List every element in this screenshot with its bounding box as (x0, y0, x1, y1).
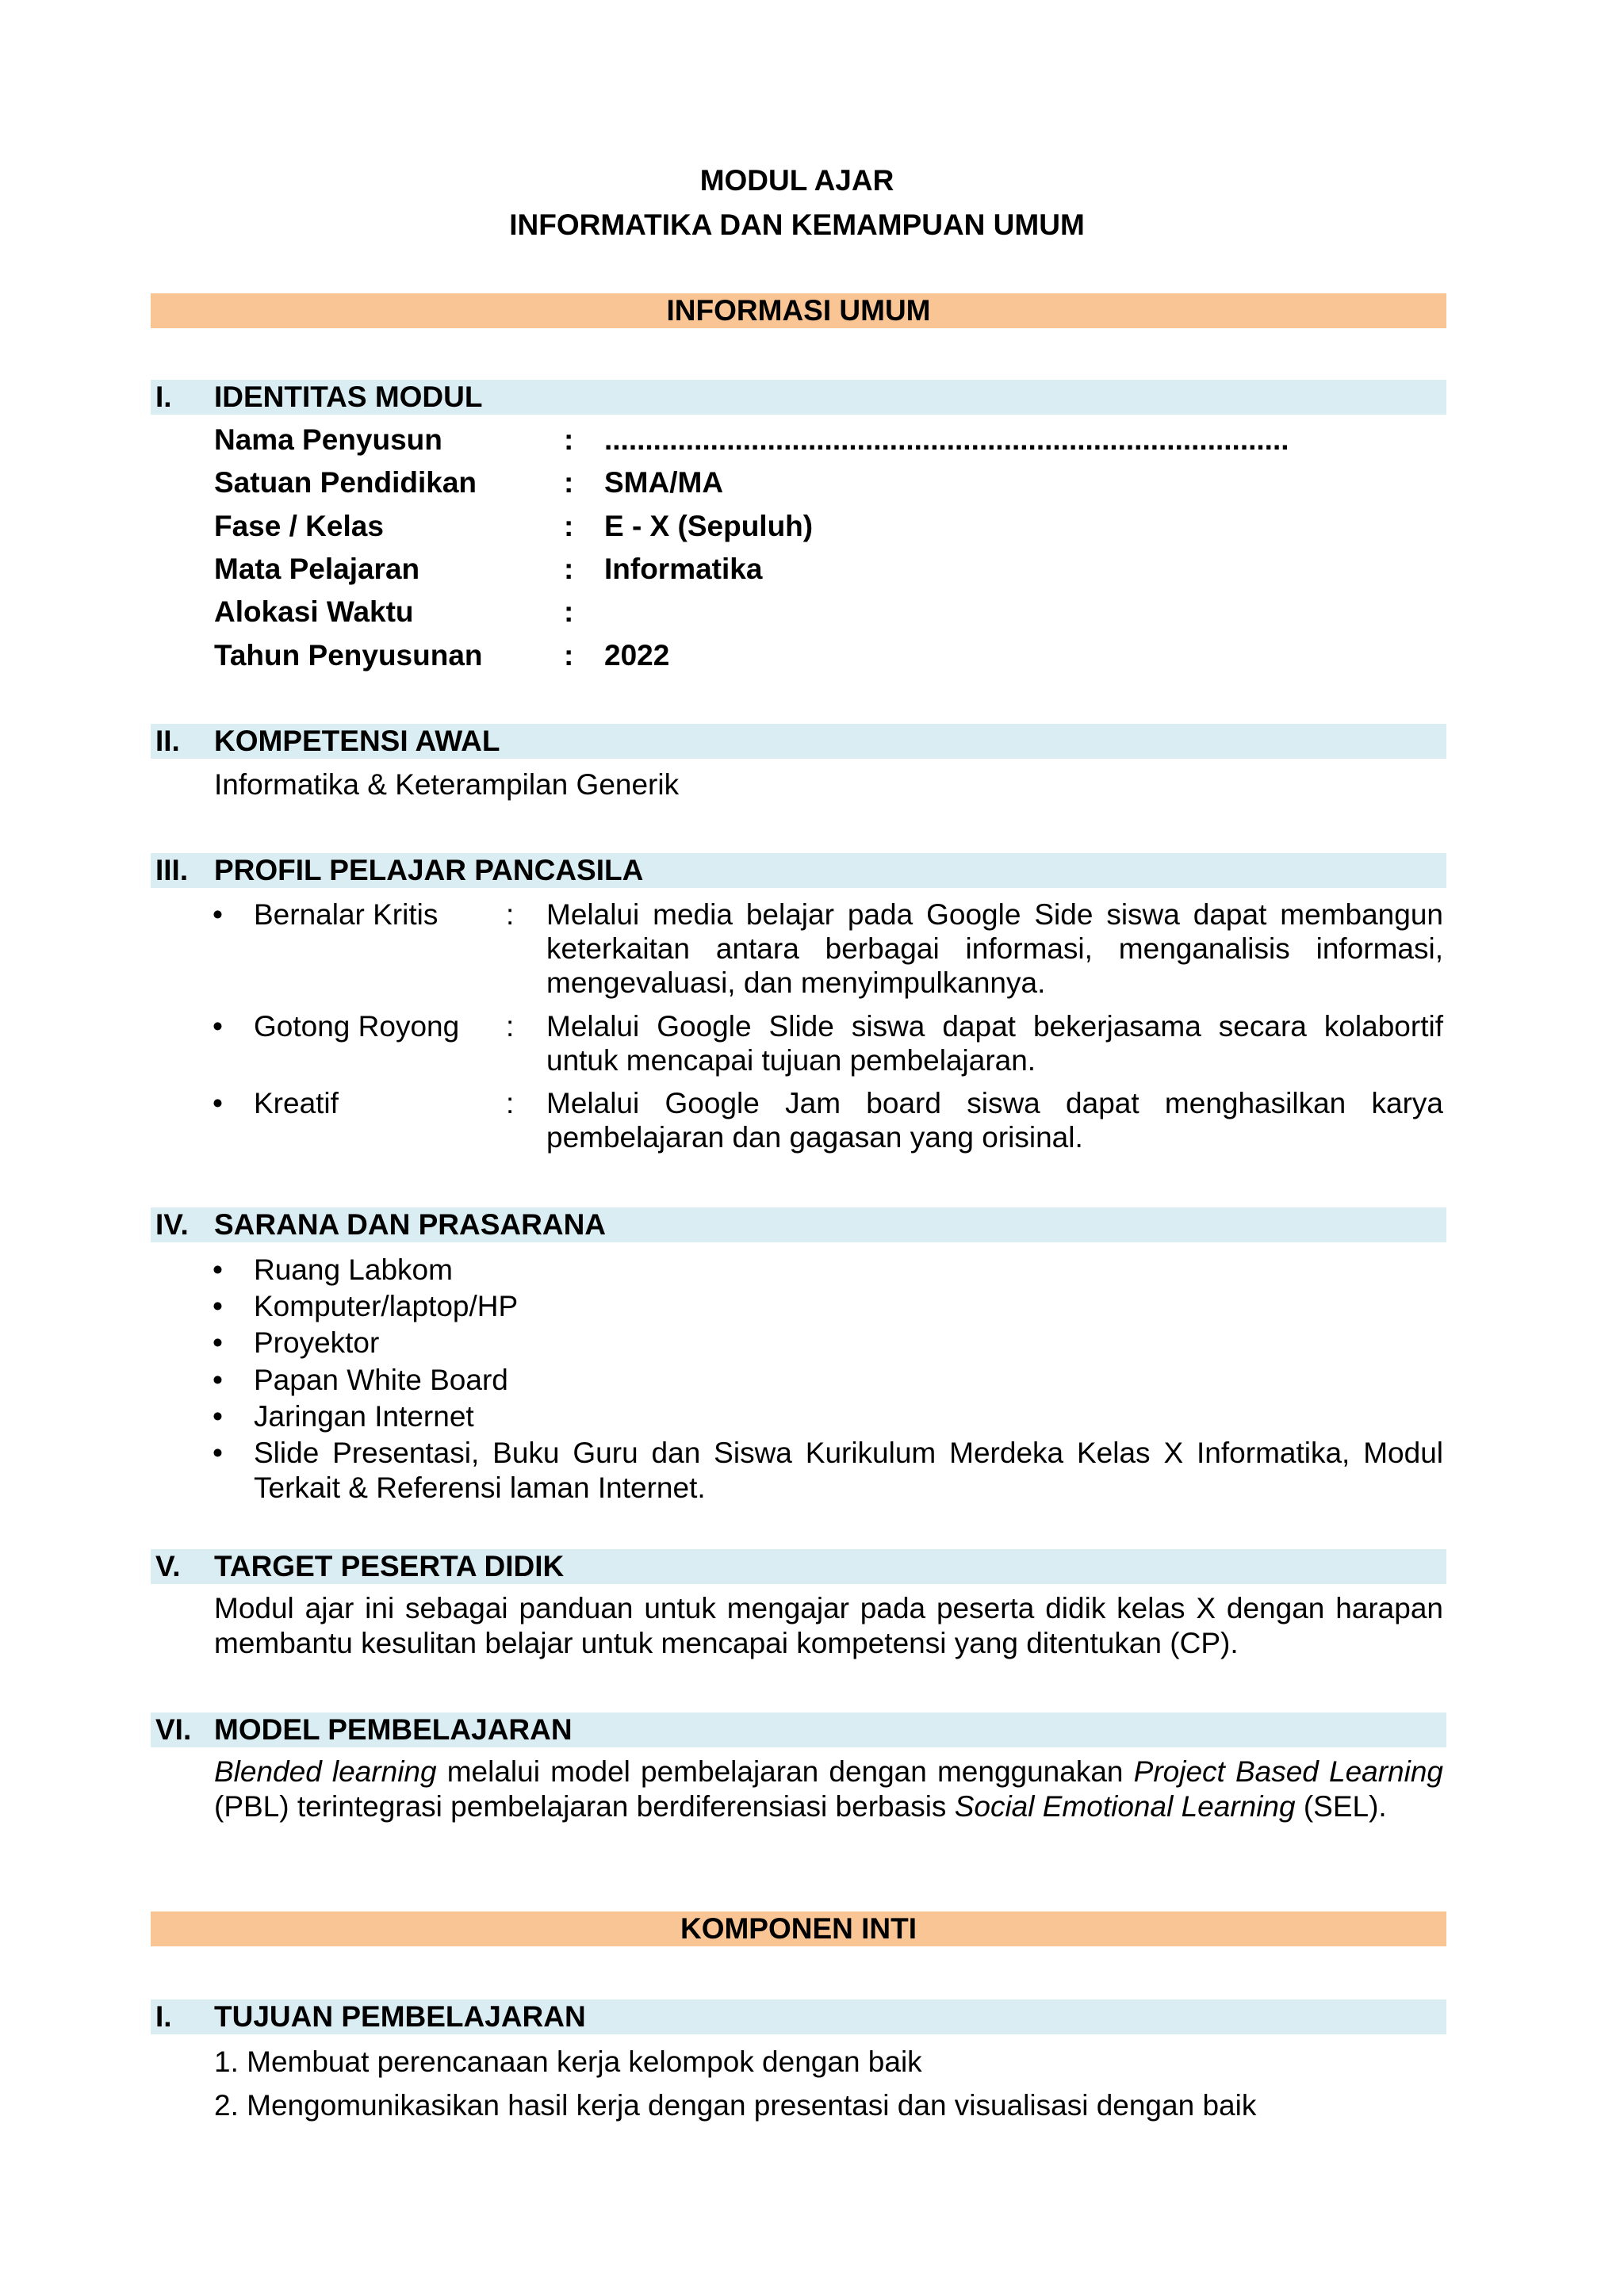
profil-desc-kreatif: Melalui Google Jam board siswa dapat menghasilkan karya pembelajaran dan gagasan yang orisinal. (546, 1087, 1443, 1154)
identitas-colon: : (564, 510, 574, 542)
model-text-part: (SEL). (1295, 1790, 1387, 1823)
identitas-value-tahun: 2022 (604, 639, 670, 672)
sarana-item-labkom: Ruang Labkom (254, 1253, 453, 1286)
identitas-colon: : (564, 553, 574, 585)
bullet-glyph: • (213, 1400, 223, 1433)
section-tujuan-title: TUJUAN PEMBELAJARAN (214, 2000, 586, 2033)
band-komponen-inti-label: KOMPONEN INTI (680, 1912, 917, 1945)
section-kompetensi-number: II. (155, 725, 180, 757)
model-text-part: (PBL) terintegrasi pembelajaran berdiferensiasi berbasis (214, 1790, 955, 1823)
sarana-item-slide: Slide Presentasi, Buku Guru dan Siswa Kurikulum Merdeka Kelas X Informatika, Modul Terkait & Referensi laman Internet. (254, 1437, 1443, 1504)
profil-desc-bernalar: Melalui media belajar pada Google Side siswa dapat membangun keterkaitan antara berbagai informasi, menganalisis informasi, mengevaluasi, dan menyimpulkannya. (546, 898, 1443, 999)
profil-colon: : (506, 1087, 515, 1119)
profil-label-bernalar: Bernalar Kritis (254, 898, 439, 931)
section-profil-number: III. (155, 854, 189, 886)
document-title: MODUL AJAR (699, 164, 894, 197)
sarana-item-proyektor: Proyektor (254, 1326, 380, 1359)
identitas-label-satuan: Satuan Pendidikan (214, 466, 477, 499)
bullet-glyph: • (213, 1437, 223, 1469)
identitas-value-mapel: Informatika (604, 553, 763, 585)
sarana-item-whiteboard: Papan White Board (254, 1364, 508, 1396)
bullet-glyph: • (213, 1010, 223, 1043)
identitas-label-fase: Fase / Kelas (214, 510, 384, 542)
profil-colon: : (506, 898, 515, 931)
bullet-glyph: • (213, 1364, 223, 1396)
section-tujuan-number: I. (155, 2000, 172, 2033)
band-informasi-umum (151, 293, 1446, 328)
sarana-item-internet: Jaringan Internet (254, 1400, 474, 1433)
tujuan-item-1: 1. Membuat perencanaan kerja kelompok dengan baik (214, 2045, 922, 2078)
identitas-label-mapel: Mata Pelajaran (214, 553, 420, 585)
section-sarana-number: IV. (155, 1208, 189, 1241)
identitas-colon: : (564, 595, 574, 628)
section-identitas-title: IDENTITAS MODUL (214, 381, 483, 413)
kompetensi-text: Informatika & Keterampilan Generik (214, 768, 680, 801)
model-text-part: melalui model pembelajaran dengan menggunakan (436, 1755, 1134, 1788)
section-kompetensi-title: KOMPETENSI AWAL (214, 725, 500, 757)
sarana-item-komputer: Komputer/laptop/HP (254, 1290, 519, 1322)
section-model-title: MODEL PEMBELAJARAN (214, 1713, 573, 1746)
bullet-glyph: • (213, 1087, 223, 1119)
identitas-label-tahun: Tahun Penyusunan (214, 639, 483, 672)
bullet-glyph: • (213, 1326, 223, 1359)
section-sarana-title: SARANA DAN PRASARANA (214, 1208, 607, 1241)
identitas-value-fase: E - X (Sepuluh) (604, 510, 814, 542)
profil-label-kreatif: Kreatif (254, 1087, 339, 1119)
bullet-glyph: • (213, 1290, 223, 1322)
identitas-label-nama: Nama Penyusun (214, 423, 442, 456)
profil-colon: : (506, 1010, 515, 1043)
bullet-glyph: • (213, 898, 223, 931)
section-model-number: VI. (155, 1713, 192, 1746)
section-target-title: TARGET PESERTA DIDIK (214, 1550, 565, 1582)
identitas-value-nama: .................................................................................... (604, 423, 1289, 456)
bullet-glyph: • (213, 1253, 223, 1286)
section-identitas-number: I. (155, 381, 172, 413)
model-text-blended: Blended learning (214, 1755, 437, 1788)
identitas-colon: : (564, 466, 574, 499)
target-text: Modul ajar ini sebagai panduan untuk mengajar pada peserta didik kelas X dengan harapan membantu kesulitan belajar untuk mencapai kompetensi yang ditentukan (CP). (214, 1592, 1443, 1659)
identitas-value-satuan: SMA/MA (604, 466, 724, 499)
identitas-colon: : (564, 639, 574, 672)
section-profil-title: PROFIL PELAJAR PANCASILA (214, 854, 644, 886)
band-komponen-inti (151, 1911, 1446, 1946)
section-target-number: V. (155, 1550, 181, 1582)
profil-label-gotong-royong: Gotong Royong (254, 1010, 460, 1043)
tujuan-item-2: 2. Mengomunikasikan hasil kerja dengan presentasi dan visualisasi dengan baik (214, 2089, 1257, 2122)
band-informasi-umum-label: INFORMASI UMUM (666, 294, 931, 327)
profil-desc-gotong-royong: Melalui Google Slide siswa dapat bekerjasama secara kolabortif untuk mencapai tujuan pembelajaran. (546, 1010, 1443, 1077)
document-subtitle: INFORMATIKA DAN KEMAMPUAN UMUM (509, 209, 1085, 241)
identitas-colon: : (564, 423, 574, 456)
model-text-pbl: Project Based Learning (1133, 1755, 1444, 1788)
identitas-label-alokasi: Alokasi Waktu (214, 595, 414, 628)
model-text (214, 1755, 1443, 1824)
model-text-sel: Social Emotional Learning (954, 1790, 1296, 1823)
